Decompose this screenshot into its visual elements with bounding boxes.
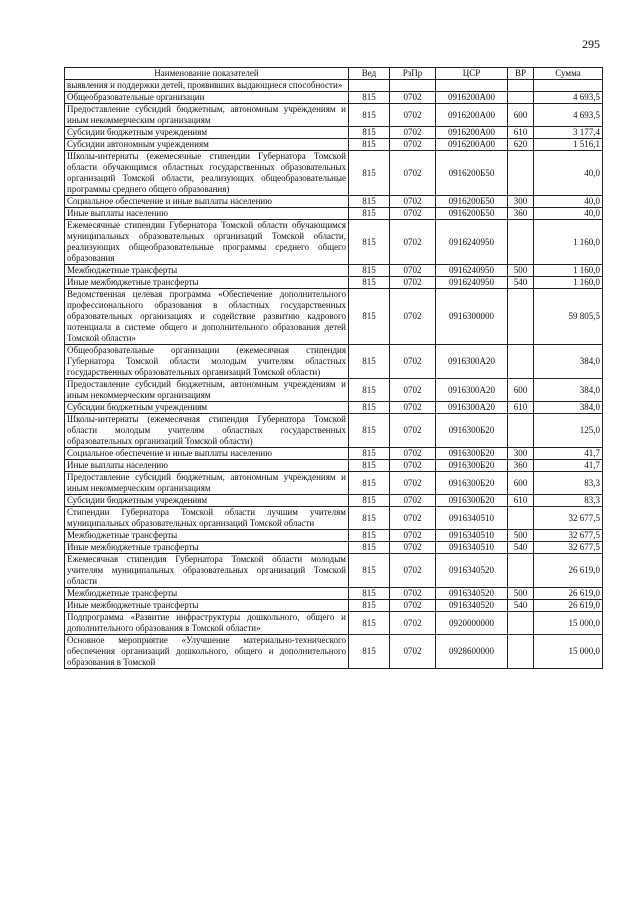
header-sum: Сумма <box>534 68 603 80</box>
row-csr-cell: 0916340510 <box>436 507 508 530</box>
row-ved-cell: 815 <box>349 196 390 208</box>
row-sum-cell: 32 677,5 <box>534 542 603 554</box>
header-row <box>65 68 603 80</box>
row-name-cell: Субсидии бюджетным учреждениям <box>65 402 349 414</box>
row-rzpr-cell: 0702 <box>390 379 436 402</box>
table-row <box>65 554 603 588</box>
table-row <box>65 600 603 612</box>
row-ved-cell: 815 <box>349 208 390 220</box>
table-row <box>65 460 603 472</box>
row-csr-cell: 0916300Б20 <box>436 472 508 495</box>
row-csr-cell: 0916300А20 <box>436 402 508 414</box>
row-rzpr-cell: 0702 <box>390 460 436 472</box>
row-ved-cell: 815 <box>349 414 390 448</box>
table-row <box>65 80 603 92</box>
table-row <box>65 289 603 345</box>
row-name-cell: Социальное обеспечение и иные выплаты населению <box>65 196 349 208</box>
table-row <box>65 448 603 460</box>
row-name-cell: выявления и поддержки детей, проявивших выдающиеся способности» <box>65 80 349 92</box>
row-csr-cell: 0916300А20 <box>436 345 508 379</box>
row-name-cell: Подпрограмма «Развитие инфраструктуры дошкольного, общего и дополнительного образования в Томской области» <box>65 612 349 635</box>
row-ved-cell: 815 <box>349 345 390 379</box>
row-sum-cell: 384,0 <box>534 345 603 379</box>
row-name-cell: Субсидии бюджетным учреждениям <box>65 127 349 139</box>
row-csr-cell: 0916340520 <box>436 588 508 600</box>
table-row <box>65 345 603 379</box>
row-name-cell: Иные выплаты населению <box>65 460 349 472</box>
row-vr-cell: 360 <box>508 460 534 472</box>
row-ved-cell: 815 <box>349 92 390 104</box>
row-ved-cell: 815 <box>349 588 390 600</box>
row-sum-cell: 26 619,0 <box>534 554 603 588</box>
row-name-cell: Межбюджетные трансферты <box>65 530 349 542</box>
row-name-cell: Иные выплаты населению <box>65 208 349 220</box>
row-name-cell: Ведомственная целевая программа «Обеспечение дополнительного профессионального образования в областных государственных образовательных организациях и содействие развитию кадрового потенциала в системе общего и дополнительного образования детей Томской области» <box>65 289 349 345</box>
row-rzpr-cell: 0702 <box>390 265 436 277</box>
row-ved-cell: 815 <box>349 460 390 472</box>
row-sum-cell <box>534 80 603 92</box>
row-sum-cell: 40,0 <box>534 208 603 220</box>
row-vr-cell: 600 <box>508 379 534 402</box>
row-csr-cell: 0916200Б50 <box>436 208 508 220</box>
row-vr-cell <box>508 612 534 635</box>
row-vr-cell: 610 <box>508 402 534 414</box>
row-vr-cell: 600 <box>508 104 534 127</box>
row-ved-cell: 815 <box>349 289 390 345</box>
row-vr-cell: 600 <box>508 472 534 495</box>
row-rzpr-cell: 0702 <box>390 612 436 635</box>
row-name-cell: Субсидии автономным учреждениям <box>65 139 349 151</box>
row-ved-cell: 815 <box>349 402 390 414</box>
row-rzpr-cell: 0702 <box>390 507 436 530</box>
table-row <box>65 127 603 139</box>
row-csr-cell: 0916340520 <box>436 600 508 612</box>
row-csr-cell: 0916200А00 <box>436 127 508 139</box>
row-ved-cell: 815 <box>349 265 390 277</box>
row-name-cell: Иные межбюджетные трансферты <box>65 600 349 612</box>
header-vr: ВР <box>508 68 534 80</box>
row-csr-cell: 0916300000 <box>436 289 508 345</box>
row-ved-cell: 815 <box>349 600 390 612</box>
row-rzpr-cell <box>390 80 436 92</box>
row-sum-cell: 26 619,0 <box>534 600 603 612</box>
row-vr-cell <box>508 345 534 379</box>
row-sum-cell: 1 160,0 <box>534 220 603 265</box>
row-rzpr-cell: 0702 <box>390 495 436 507</box>
row-sum-cell: 15 000,0 <box>534 612 603 635</box>
row-vr-cell <box>508 92 534 104</box>
row-name-cell: Иные межбюджетные трансферты <box>65 277 349 289</box>
table-row <box>65 414 603 448</box>
row-csr-cell: 0916240950 <box>436 220 508 265</box>
table-row <box>65 402 603 414</box>
row-name-cell: Стипендии Губернатора Томской области лучшим учителям муниципальных образовательных организаций Томской области <box>65 507 349 530</box>
header-csr: ЦСР <box>436 68 508 80</box>
table-row <box>65 92 603 104</box>
page-number: 295 <box>582 37 600 51</box>
row-vr-cell <box>508 289 534 345</box>
row-vr-cell <box>508 507 534 530</box>
row-name-cell: Межбюджетные трансферты <box>65 265 349 277</box>
row-ved-cell: 815 <box>349 554 390 588</box>
row-name-cell: Предоставление субсидий бюджетным, автономным учреждениям и иным некоммерческим организациям <box>65 104 349 127</box>
row-csr-cell: 0916300Б20 <box>436 460 508 472</box>
table-row <box>65 151 603 196</box>
row-rzpr-cell: 0702 <box>390 542 436 554</box>
table-row <box>65 542 603 554</box>
row-csr-cell: 0916200А00 <box>436 139 508 151</box>
row-rzpr-cell: 0702 <box>390 277 436 289</box>
row-rzpr-cell: 0702 <box>390 600 436 612</box>
table-row <box>65 612 603 635</box>
row-ved-cell: 815 <box>349 530 390 542</box>
row-csr-cell: 0916340510 <box>436 530 508 542</box>
table-row <box>65 265 603 277</box>
row-name-cell: Ежемесячная стипендия Губернатора Томской области молодым учителям муниципальных образовательных организаций Томской области <box>65 554 349 588</box>
row-vr-cell: 500 <box>508 265 534 277</box>
row-sum-cell: 1 516,1 <box>534 139 603 151</box>
row-ved-cell: 815 <box>349 495 390 507</box>
row-name-cell: Общеобразовательные организации <box>65 92 349 104</box>
row-name-cell: Предоставление субсидий бюджетным, автономным учреждениям и иным некоммерческим организациям <box>65 379 349 402</box>
row-rzpr-cell: 0702 <box>390 208 436 220</box>
table-row <box>65 220 603 265</box>
row-sum-cell: 4 693,5 <box>534 104 603 127</box>
table-row <box>65 196 603 208</box>
row-rzpr-cell: 0702 <box>390 92 436 104</box>
row-ved-cell <box>349 80 390 92</box>
row-csr-cell: 0916200А00 <box>436 104 508 127</box>
row-rzpr-cell: 0702 <box>390 196 436 208</box>
row-rzpr-cell: 0702 <box>390 588 436 600</box>
row-ved-cell: 815 <box>349 220 390 265</box>
row-sum-cell: 32 677,5 <box>534 530 603 542</box>
row-vr-cell: 360 <box>508 208 534 220</box>
row-csr-cell: 0920000000 <box>436 612 508 635</box>
row-ved-cell: 815 <box>349 104 390 127</box>
row-sum-cell: 384,0 <box>534 402 603 414</box>
row-sum-cell: 1 160,0 <box>534 277 603 289</box>
row-csr-cell: 0916200Б50 <box>436 196 508 208</box>
row-name-cell: Основное мероприятие «Улучшение материально-технического обеспечения организаций дошкольного, общего и дополнительного образования в Томской <box>65 635 349 669</box>
row-rzpr-cell: 0702 <box>390 345 436 379</box>
row-ved-cell: 815 <box>349 277 390 289</box>
row-vr-cell: 540 <box>508 277 534 289</box>
row-vr-cell <box>508 554 534 588</box>
row-sum-cell: 41,7 <box>534 448 603 460</box>
row-rzpr-cell: 0702 <box>390 402 436 414</box>
row-sum-cell: 4 693,5 <box>534 92 603 104</box>
row-vr-cell: 500 <box>508 530 534 542</box>
row-ved-cell: 815 <box>349 472 390 495</box>
row-sum-cell: 3 177,4 <box>534 127 603 139</box>
row-vr-cell: 500 <box>508 588 534 600</box>
row-ved-cell: 815 <box>349 448 390 460</box>
row-sum-cell: 32 677,5 <box>534 507 603 530</box>
table-row <box>65 635 603 669</box>
row-name-cell: Предоставление субсидий бюджетным, автономным учреждениям и иным некоммерческим организациям <box>65 472 349 495</box>
table-row <box>65 139 603 151</box>
row-ved-cell: 815 <box>349 612 390 635</box>
row-sum-cell: 40,0 <box>534 196 603 208</box>
row-sum-cell: 40,0 <box>534 151 603 196</box>
row-csr-cell <box>436 80 508 92</box>
row-rzpr-cell: 0702 <box>390 554 436 588</box>
row-csr-cell: 0916240950 <box>436 265 508 277</box>
row-vr-cell <box>508 151 534 196</box>
row-rzpr-cell: 0702 <box>390 448 436 460</box>
row-ved-cell: 815 <box>349 379 390 402</box>
row-rzpr-cell: 0702 <box>390 472 436 495</box>
header-name: Наименование показателей <box>65 68 349 80</box>
row-rzpr-cell: 0702 <box>390 414 436 448</box>
row-rzpr-cell: 0702 <box>390 127 436 139</box>
row-vr-cell: 300 <box>508 196 534 208</box>
row-rzpr-cell: 0702 <box>390 139 436 151</box>
row-vr-cell <box>508 220 534 265</box>
row-rzpr-cell: 0702 <box>390 635 436 669</box>
row-name-cell: Школы-интернаты (ежемесячные стипендии Губернатора Томской области обучающимся областных государственных образовательных организаций Томской области, реализующих общеобразовательные программы среднего общего образования) <box>65 151 349 196</box>
header-ved: Вед <box>349 68 390 80</box>
row-csr-cell: 0916300Б20 <box>436 414 508 448</box>
row-rzpr-cell: 0702 <box>390 220 436 265</box>
row-sum-cell: 83,3 <box>534 472 603 495</box>
row-ved-cell: 815 <box>349 139 390 151</box>
table-row <box>65 588 603 600</box>
table-row <box>65 277 603 289</box>
table-row <box>65 530 603 542</box>
table-row <box>65 507 603 530</box>
row-name-cell: Ежемесячные стипендии Губернатора Томской области обучающимся муниципальных образовательных организаций Томской области, реализующих общеобразовательные программы среднего общего образования <box>65 220 349 265</box>
row-name-cell: Общеобразовательные организации (ежемесячная стипендия Губернатора Томской области молодым учителям областных государственных образовательных организаций Томской области) <box>65 345 349 379</box>
table-row <box>65 495 603 507</box>
table-row <box>65 208 603 220</box>
row-ved-cell: 815 <box>349 635 390 669</box>
row-rzpr-cell: 0702 <box>390 530 436 542</box>
row-csr-cell: 0928600000 <box>436 635 508 669</box>
row-name-cell: Субсидии бюджетным учреждениям <box>65 495 349 507</box>
row-vr-cell: 300 <box>508 448 534 460</box>
row-ved-cell: 815 <box>349 127 390 139</box>
row-sum-cell: 125,0 <box>534 414 603 448</box>
row-sum-cell: 59 805,5 <box>534 289 603 345</box>
row-vr-cell: 620 <box>508 139 534 151</box>
row-vr-cell: 540 <box>508 600 534 612</box>
row-ved-cell: 815 <box>349 507 390 530</box>
row-sum-cell: 26 619,0 <box>534 588 603 600</box>
row-vr-cell <box>508 414 534 448</box>
table-row <box>65 104 603 127</box>
row-sum-cell: 41,7 <box>534 460 603 472</box>
table-header <box>65 68 603 80</box>
row-vr-cell <box>508 635 534 669</box>
row-vr-cell: 540 <box>508 542 534 554</box>
row-name-cell: Межбюджетные трансферты <box>65 588 349 600</box>
row-rzpr-cell: 0702 <box>390 151 436 196</box>
row-csr-cell: 0916340510 <box>436 542 508 554</box>
row-sum-cell: 15 000,0 <box>534 635 603 669</box>
row-rzpr-cell: 0702 <box>390 289 436 345</box>
row-vr-cell: 610 <box>508 495 534 507</box>
table-row <box>65 472 603 495</box>
table-body <box>65 80 603 669</box>
table-row <box>65 379 603 402</box>
row-vr-cell <box>508 80 534 92</box>
row-name-cell: Социальное обеспечение и иные выплаты населению <box>65 448 349 460</box>
row-csr-cell: 0916300А20 <box>436 379 508 402</box>
row-csr-cell: 0916300Б20 <box>436 495 508 507</box>
row-name-cell: Школы-интернаты (ежемесячная стипендия Губернатора Томской области молодым учителям областных государственных образовательных организаций Томской области) <box>65 414 349 448</box>
row-csr-cell: 0916200А00 <box>436 92 508 104</box>
row-csr-cell: 0916200Б50 <box>436 151 508 196</box>
row-rzpr-cell: 0702 <box>390 104 436 127</box>
header-rzpr: РзПр <box>390 68 436 80</box>
row-csr-cell: 0916340520 <box>436 554 508 588</box>
budget-table <box>64 67 603 669</box>
row-vr-cell: 610 <box>508 127 534 139</box>
row-ved-cell: 815 <box>349 151 390 196</box>
row-csr-cell: 0916240950 <box>436 277 508 289</box>
row-csr-cell: 0916300Б20 <box>436 448 508 460</box>
row-sum-cell: 83,3 <box>534 495 603 507</box>
row-sum-cell: 1 160,0 <box>534 265 603 277</box>
row-ved-cell: 815 <box>349 542 390 554</box>
row-name-cell: Иные межбюджетные трансферты <box>65 542 349 554</box>
row-sum-cell: 384,0 <box>534 379 603 402</box>
